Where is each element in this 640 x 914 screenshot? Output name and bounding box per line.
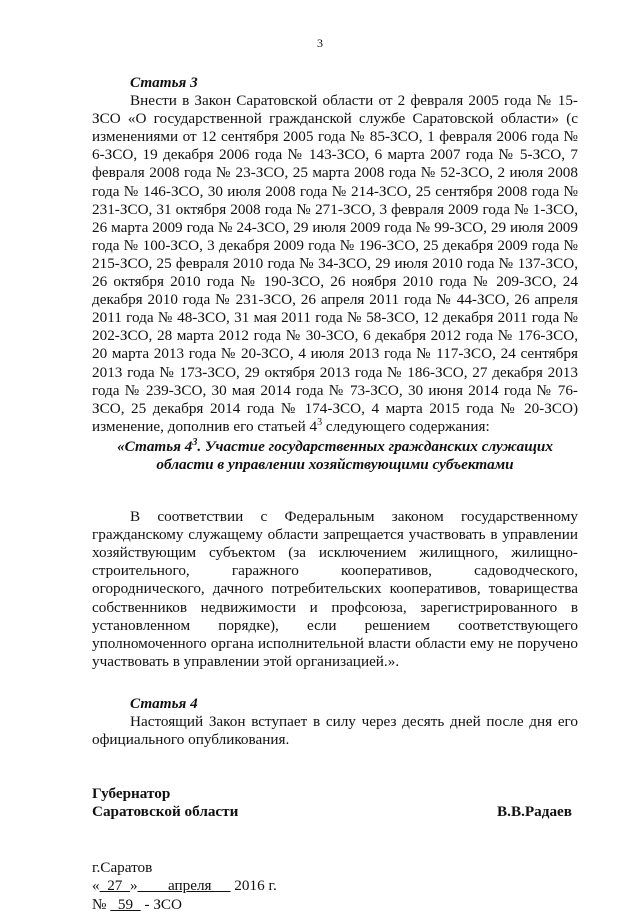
number-suffix: - ЗСО: [140, 895, 183, 913]
inserted-article-title-rest: . Участие государственных гражданских служащих области в управлении хозяйствующими субъектами: [156, 437, 553, 473]
signature-name: В.В.Радаев: [497, 803, 572, 821]
document-content: [92, 74, 578, 914]
date-month: апреля: [137, 877, 231, 895]
footer-city: г.Саратов: [92, 859, 153, 877]
footer-block: [92, 859, 578, 913]
spacer: [92, 821, 578, 859]
footer-date: [92, 877, 578, 895]
spacer: [92, 474, 578, 508]
date-day: 27: [99, 877, 130, 895]
article-3-body-text: Внести в Закон Саратовской области от 2 февраля 2005 года № 15-ЗСО «О государственной гражданской службе Саратовской области» (с изменениями от 12 сентября 2005 года № 85-ЗСО, 1 февраля 2006 года № 6-ЗСО, 19 декабря 2006 года № 143-ЗСО, 6 марта 2007 года № 5-ЗСО, 7 февраля 2008 года № 23-ЗСО, 25 марта 2008 года № 52-ЗСО, 2 июля 2008 года № 146-ЗСО, 30 июля 2008 года № 214-ЗСО, 25 сентября 2008 года № 231-ЗСО, 31 октября 2008 года № 271-ЗСО, 3 февраля 2009 года № 1-ЗСО, 26 марта 2009 года № 24-ЗСО, 29 июля 2009 года № 99-ЗСО, 29 июля 2009 года № 100-ЗСО, 3 декабря 2009 года № 196-ЗСО, 25 декабря 2009 года № 215-ЗСО, 25 февраля 2010 года № 34-ЗСО, 29 июля 2010 года № 137-ЗСО, 26 октября 2010 года № 190-ЗСО, 26 ноября 2010 года № 209-ЗСО, 24 декабря 2010 года № 231-ЗСО, 26 апреля 2011 года № 44-ЗСО, 26 апреля 2011 года № 48-ЗСО, 31 мая 2011 года № 58-ЗСО, 12 декабря 2011 года № 202-ЗСО, 28 марта 2012 года № 30-ЗСО, 6 декабря 2012 года № 176-ЗСО, 20 марта 2013 года № 20-ЗСО, 4 июля 2013 года № 117-ЗСО, 24 сентября 2013 года № 173-ЗСО, 29 октября 2013 года № 186-ЗСО, 27 декабря 2013 года № 239-ЗСО, 30 мая 2014 года № 73-ЗСО, 30 июня 2014 года № 76-ЗСО, 25 декабря 2014 года № 174-ЗСО, 4 марта 2015 года № 20-ЗСО) изменение, дополнив его статьей 4: [92, 92, 578, 435]
article-4-body: Настоящий Закон вступает в силу через десять дней после дня его официального опубликования.: [92, 713, 578, 749]
article-3-body: [92, 92, 578, 436]
inserted-article-body: В соответствии с Федеральным законом государственному гражданскому служащему области запрещается участвовать в управлении хозяйствующим субъектом (за исключением жилищного, жилищно-строительного, гаражного кооперативов, садоводческого, огороднического, дачного потребительских кооперативов, товарищества собственников недвижимости и профсоюза, зарегистрированного в установленном порядке), если решением соответствующего уполномоченного органа исполнительной власти области ему не поручено участвовать в управлении этой организацией.».: [92, 508, 578, 670]
date-open-quote: «: [92, 877, 100, 895]
inserted-article-title-superscript: 3: [192, 436, 198, 448]
date-year: 2016 г.: [230, 877, 277, 895]
signature-title-line2: Саратовской области: [92, 803, 239, 821]
number-value: 59: [110, 895, 141, 913]
spacer: [92, 671, 578, 695]
signature-title-line1: Губернатор: [92, 785, 171, 803]
number-prefix: №: [92, 895, 111, 913]
inserted-article-title-start: «Статья 4: [117, 437, 193, 455]
article-4-heading: Статья 4: [130, 694, 198, 712]
signature-block: [92, 785, 578, 821]
article-3-body-superscript: 3: [317, 416, 323, 428]
signature-row: [92, 803, 578, 821]
article-3-body-tail: следующего содержания:: [322, 417, 490, 435]
inserted-article-title: [92, 438, 578, 474]
spacer: [92, 749, 578, 785]
page-number: 3: [317, 36, 323, 50]
article-3-heading: Статья 3: [130, 74, 198, 91]
date-close-quote: »: [129, 877, 138, 895]
